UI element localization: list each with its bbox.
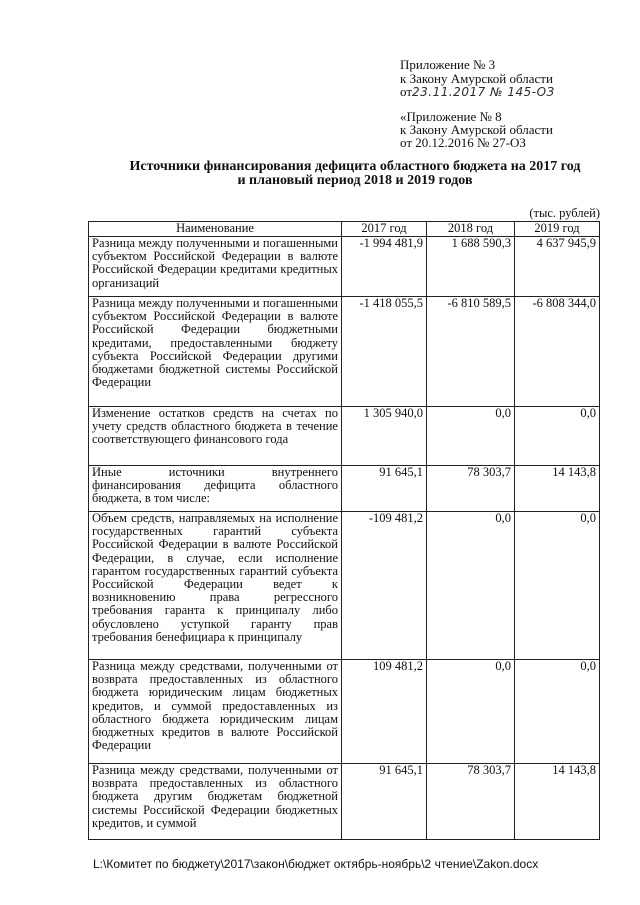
header-2017: 2017 год — [342, 222, 427, 237]
value-2018: 0,0 — [427, 407, 515, 466]
value-2017: 91 645,1 — [342, 764, 427, 840]
previous-law-date: от 20.12.2016 № 27-ОЗ — [400, 135, 526, 150]
value-2019: -6 808 344,0 — [515, 297, 600, 407]
table-row — [89, 764, 600, 840]
date-prefix: от — [400, 84, 413, 99]
financing-sources-table — [88, 221, 600, 840]
table-row — [89, 466, 600, 512]
value-2017: 109 481,2 — [342, 660, 427, 764]
row-name: Иные источники внутреннего финансирования дефицита областного бюджета, в том числе: — [89, 466, 342, 512]
table-row — [89, 237, 600, 297]
appendix-number: Приложение № 3 — [400, 57, 496, 72]
value-2017: -1 418 055,5 — [342, 297, 427, 407]
law-date-line — [400, 85, 555, 99]
row-name: Объем средств, направляемых на исполнение государственных гарантий субъекта Российской Федерации в валюте Российской Федерации, в случае, если исполнение гарантом государственных гарантий субъекта Российской Федерации ведет к возникновению права регрессного требования гаранта к принципалу либо обусловлено уступкой гаранту прав требования бенефициара к принципалу — [89, 512, 342, 660]
table-row — [89, 407, 600, 466]
row-name: Разница между средствами, полученными от возврата предоставленных из областного бюджета юридическим лицам бюджетных кредитов, и суммой предоставленных из областного бюджета юридическим лицам бюджетных кредитов в валюте Российской Федерации — [89, 660, 342, 764]
table-row — [89, 297, 600, 407]
document-title — [60, 160, 640, 188]
previous-law-reference: к Закону Амурской области — [400, 122, 553, 137]
title-line-2: и плановый период 2018 и 2019 годов — [237, 173, 473, 188]
value-2017: 91 645,1 — [342, 466, 427, 512]
table-row — [89, 660, 600, 764]
row-name: Разница между полученными и погашенными субъектом Российской Федерации в валюте Российской Федерации бюджетными кредитами, предоставленными бюджету субъекта Российской Федерации другими бюджетами бюджетной системы Российской Федерации — [89, 297, 342, 407]
header-name: Наименование — [89, 222, 342, 237]
value-2018: 78 303,7 — [427, 466, 515, 512]
value-2017: -109 481,2 — [342, 512, 427, 660]
table-row — [89, 512, 600, 660]
value-2018: 0,0 — [427, 512, 515, 660]
file-path-footer: L:\Комитет по бюджету\2017\закон\бюджет октябрь-ноябрь\2 чтение\Zakon.docx — [93, 857, 539, 871]
header-2018: 2018 год — [427, 222, 515, 237]
law-reference: к Закону Амурской области — [400, 71, 553, 86]
title-line-1: Источники финансирования дефицита областного бюджета на 2017 год — [129, 159, 581, 174]
table-header-row — [89, 222, 600, 237]
row-name: Изменение остатков средств на счетах по учету средств областного бюджета в течение соответствующего финансового года — [89, 407, 342, 466]
value-2018: 78 303,7 — [427, 764, 515, 840]
value-2017: -1 994 481,9 — [342, 237, 427, 297]
previous-appendix-number: «Приложение № 8 — [400, 109, 502, 124]
row-name: Разница между средствами, полученными от возврата предоставленных из областного бюджета другим бюджетам бюджетной системы Российской Федерации бюджетных кредитов, и суммой — [89, 764, 342, 840]
value-2019: 0,0 — [515, 660, 600, 764]
value-2019: 0,0 — [515, 512, 600, 660]
value-2018: 0,0 — [427, 660, 515, 764]
value-2018: -6 810 589,5 — [427, 297, 515, 407]
units-label: (тыс. рублей) — [529, 206, 600, 220]
value-2017: 1 305 940,0 — [342, 407, 427, 466]
header-2019: 2019 год — [515, 222, 600, 237]
value-2019: 0,0 — [515, 407, 600, 466]
value-2018: 1 688 590,3 — [427, 237, 515, 297]
value-2019: 14 143,8 — [515, 764, 600, 840]
value-2019: 4 637 945,9 — [515, 237, 600, 297]
row-name: Разница между полученными и погашенными субъектом Российской Федерации в валюте Российской Федерации кредитами кредитных организаций — [89, 237, 342, 297]
value-2019: 14 143,8 — [515, 466, 600, 512]
handwritten-date-number: 23.11.2017 № 145-ОЗ — [412, 85, 555, 99]
